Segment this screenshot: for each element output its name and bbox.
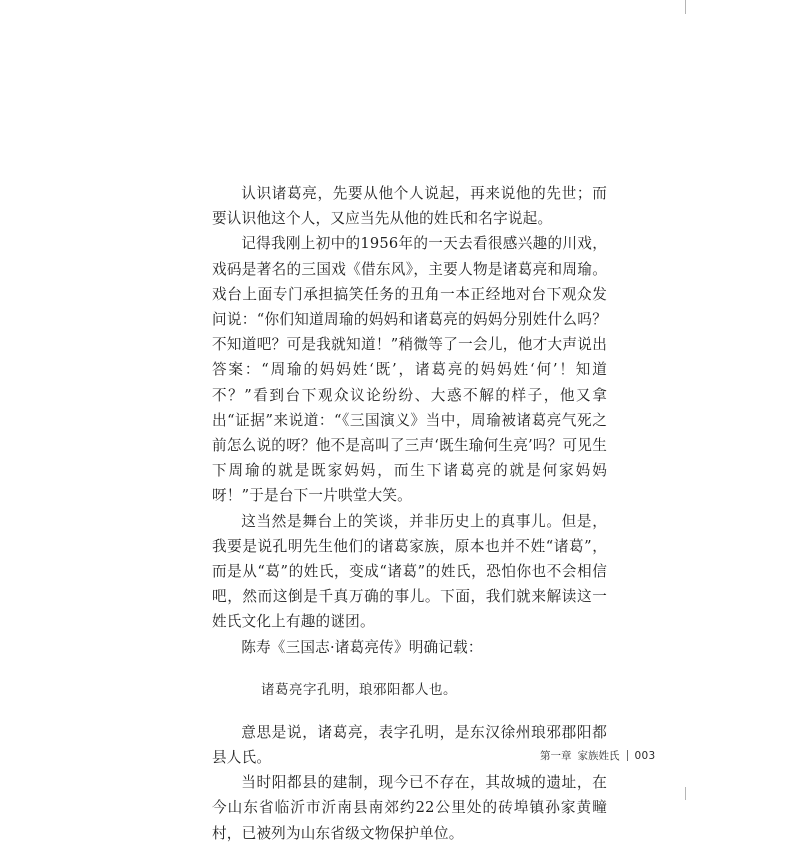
footer-chapter: 第一章 — [540, 750, 572, 762]
block-quote: 诸葛亮字孔明，琅邪阳都人也。 — [261, 681, 457, 698]
crop-mark-top — [685, 0, 686, 14]
paragraph-intro: 认识诸葛亮，先要从他个人说起，再来说他的先世；而要认识他这个人，又应当先从他的姓氏和名字说起。 — [212, 185, 607, 228]
paragraph-opera-anecdote: 记得我刚上初中的1956年的一天去看很感兴趣的川戏，戏码是著名的三国戏《借东风》，主要人物是诸葛亮和周瑜。戏台上面专门承担搞笑任务的丑角一本正经地对台下观众发问说：“你们知道周瑜的妈妈和诸葛亮的妈妈分别姓什么吗？不知道吧？可是我就知道！”稍微等了一会儿，他才大声说出答案：“周瑜的妈妈姓‘既’，诸葛亮的妈妈姓‘何’！知道不？”看到台下观众议论纷纷、大惑不解的样子，他又拿出“证据”来说道：“《三国演义》当中，周瑜被诸葛亮气死之前怎么说的呀？他不是高叫了三声‘既生瑜何生亮’吗？可见生下周瑜的就是既家妈妈，而生下诸葛亮的就是何家妈妈呀！”于是台下一片哄堂大笑。 — [212, 235, 607, 505]
paragraph-citation-intro: 陈寿《三国志·诸葛亮传》明确记载： — [241, 638, 483, 656]
footer-divider — [627, 750, 628, 761]
paragraph-surname-origin: 这当然是舞台上的笑谈，并非历史上的真事儿。但是，我要是说孔明先生他们的诸葛家族，原本也并不姓“诸葛”，而是从“葛”的姓氏，变成“诸葛”的姓氏，恐怕你也不会相信吧，然而这倒是千真万确的事儿。下面，我们就来解读这一姓氏文化上有趣的谜团。 — [212, 512, 607, 631]
page-body — [212, 181, 607, 846]
paragraph-yangdu-site: 当时阳都县的建制，现今已不存在，其故城的遗址，在今山东省临沂市沂南县南郊约22公里处的砖埠镇孙家黄疃村，已被列为山东省级文物保护单位。 — [212, 774, 607, 842]
paragraph-explanation: 意思是说，诸葛亮，表字孔明，是东汉徐州琅邪郡阳都县人氏。 — [212, 723, 607, 767]
footer-section: 家族姓氏 — [577, 750, 620, 762]
crop-mark-bottom — [685, 787, 686, 800]
running-footer — [540, 748, 655, 763]
page-number: 003 — [634, 749, 656, 762]
